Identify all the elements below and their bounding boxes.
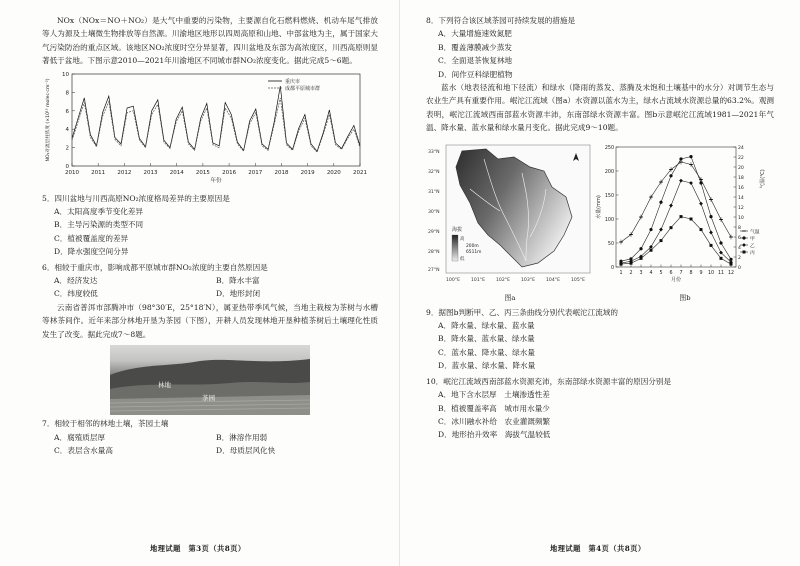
chart2-point-bing [690, 217, 693, 220]
question-9: 9．据图b判断甲、乙、丙三条曲线分别代表岷沱江流域的 [426, 307, 618, 317]
legend-val-2: 6511m [466, 249, 482, 255]
chart2-xlabel: 月份 [670, 276, 682, 283]
intro-passage-7-8: 云南省普洱市部腾冲市（98°30′E，25°18′N），属亚热带季风气候，当地主栽桉为茶树与水槽等林茶间作。近年来部分林地开垦为茶园（下图），开耕人员发现林地开垦种植茶树后土壤理化性质发生了改变。据此完成7～8题。 [42, 302, 378, 339]
chart1-xtick-label: 2019 [300, 169, 315, 176]
chart2-y2tick-label: 18 [738, 175, 744, 181]
lat-28: 28°N [428, 249, 440, 255]
chart1-xtick-label: 2017 [248, 169, 263, 176]
chart1-xlabel: 年份 [210, 177, 222, 184]
chart2-y2tick-label: 2 [738, 255, 741, 261]
chart2-legend-label: 气温 [750, 229, 760, 235]
question-8: 8．下列符合该区域茶园可持续发展的措施是 [426, 16, 576, 25]
chart2-point-jia [709, 215, 712, 218]
chart1-ytick-label: 10 [62, 71, 69, 78]
chart2-ylabel-right: 气温(℃) [760, 168, 766, 189]
legend-val-1: 200m [466, 243, 479, 249]
chart1-xtick-label: 2018 [274, 169, 289, 176]
chart2-xtick-label: 5 [659, 270, 663, 276]
chart2-y2tick-label: 24 [738, 145, 744, 151]
chart1-xtick-label: 2011 [91, 169, 106, 176]
q7-options-row2 [42, 444, 378, 457]
chart2-legend-label: 甲 [750, 236, 755, 242]
q7-options-row1 [42, 431, 378, 444]
no2-chart-svg [42, 68, 382, 186]
lat-33: 33°N [428, 149, 440, 155]
chart2-point-jia [669, 174, 672, 177]
no2-line-chart [42, 68, 378, 190]
lon-102: 102°E [496, 277, 510, 283]
chart2-xtick-label: 2 [629, 270, 633, 276]
basin-map [426, 139, 594, 289]
q6-options-row2 [42, 287, 378, 300]
chart1-xtick-label: 2012 [117, 169, 132, 176]
chart2-ytick-label: 200 [604, 169, 614, 175]
chart2-y2tick-label: 20 [738, 165, 744, 171]
chart2-xtick-label: 4 [649, 270, 653, 276]
chart1-ylabel: NO₂对流层柱浓度 (×10¹⁵ molec·cm⁻²) [46, 78, 51, 162]
chart2-point-yi [679, 178, 683, 182]
chart2-y2tick-label: 12 [738, 205, 744, 211]
q8-option-c[interactable]: C．全面退茶恢复林地 [438, 56, 513, 66]
lon-104: 104°E [546, 277, 560, 283]
chart2-xtick-label: 3 [639, 270, 643, 276]
q9-option-d[interactable]: D．蓝水量、绿水量、降水量 [438, 361, 536, 371]
chart2-point-jia [719, 241, 722, 244]
figure-b [594, 139, 776, 304]
chart1-xtick-label: 2020 [326, 169, 341, 176]
chart2-point-bing [700, 228, 703, 231]
chart2-xtick-label: 12 [727, 270, 735, 276]
q5-option-d[interactable]: D．降水强度空间分异 [54, 247, 129, 257]
chart2-xtick-label: 11 [717, 270, 725, 276]
q6-option-a[interactable]: A．经济发达 [54, 276, 98, 286]
chart2-point-yi [689, 181, 693, 185]
figure-b-caption: 图b [679, 293, 691, 302]
map-lat-labels [428, 149, 440, 273]
chart2-y2tick-label: 16 [738, 185, 744, 191]
chart2-xtick-label: 1 [619, 270, 623, 276]
chart1-xtick-label: 2013 [143, 169, 158, 176]
q5-option-a[interactable]: A．太阳高度季节变化差异 [54, 207, 144, 217]
question-6: 6．相较于重庆市，影响成都平原城市群NO₂浓度的主要自然原因是 [42, 262, 268, 272]
chart2-frame [616, 147, 736, 267]
q9-option-c[interactable]: C．蓝水量、降水量、绿水量 [438, 347, 535, 357]
q7-option-b[interactable]: B．淋溶作用弱 [216, 432, 268, 442]
chart2-point-bing [660, 239, 663, 242]
chart2-point-jia [659, 200, 662, 203]
chart1-legend-label: 成都平原城市群 [285, 85, 321, 92]
page-footer-left: 地理试题 第3页（共8页） [150, 544, 246, 553]
legend-low: 低 [460, 256, 465, 262]
legend-high: 高 [460, 236, 465, 242]
q10-option-d[interactable]: D．地形抬升效率 海拔气温较低 [438, 430, 551, 440]
chart2-ytick-label: 0 [610, 265, 614, 271]
figures-row [426, 139, 774, 304]
q9-option-b[interactable]: B．降水量、蓝水量、绿水量 [438, 334, 535, 344]
q6-option-c[interactable]: C．纬度较低 [54, 289, 98, 299]
map-lon-labels [446, 277, 585, 283]
chart1-xtick-label: 2016 [222, 169, 237, 176]
lon-100: 100°E [446, 277, 460, 283]
chart2-y2tick-label: 14 [738, 195, 744, 201]
photo-label-tea-garden: 茶园 [202, 394, 215, 403]
chart2-point-jia [742, 236, 745, 239]
page-footer-right: 地理试题 第4页（共8页） [550, 544, 646, 553]
chart1-ytick-label: 8 [65, 90, 69, 97]
lon-105: 105°E [571, 277, 585, 283]
chart2-ytick-label: 50 [607, 241, 614, 247]
chart1-legend-label: 重庆市 [285, 78, 301, 85]
photo-hills [110, 345, 310, 415]
chart1-series-line [72, 86, 360, 151]
chart1-xtick-label: 2021 [353, 169, 367, 176]
lon-103: 103°E [521, 277, 535, 283]
chart2-point-bing [743, 250, 746, 253]
chart2-line-temperature [621, 162, 731, 242]
question-10: 10．岷沱江流域西南部蓝水资源充沛，东南部绿水资源丰富的原因分别是 [426, 376, 672, 386]
chart2-point-bing [680, 215, 683, 218]
q7-option-a[interactable]: A．腐殖质层厚 [54, 432, 106, 442]
chart2-xtick-label: 9 [699, 270, 703, 276]
legend-title: 海拔 [452, 226, 463, 233]
chart2-y2tick-label: 22 [738, 155, 744, 161]
q8-option-d[interactable]: D．间作豆科绿肥植物 [438, 69, 513, 79]
tea-garden-photo [110, 345, 310, 415]
chart2-point-jia [649, 228, 652, 231]
lat-32: 32°N [428, 169, 440, 175]
figure-a-caption: 图a [504, 293, 516, 302]
chart2-legend-label: 丙 [750, 250, 755, 256]
chart1-xtick-label: 2010 [65, 169, 79, 176]
chart2-point-jia [639, 247, 642, 250]
chart2-legend-label: 乙 [750, 243, 755, 249]
chart2-y2tick-label: 10 [738, 215, 744, 221]
question-5: 5．四川盆地与川西高原NO₂浓度格局差异的主要原因是 [42, 193, 230, 203]
lat-27: 27°N [428, 267, 440, 273]
q5-option-c[interactable]: C．植被覆盖度的差异 [54, 233, 129, 243]
q8-option-b[interactable]: B．覆盖薄膜减少蒸发 [438, 42, 512, 52]
chart2-point-bing [640, 257, 643, 260]
q7-option-d[interactable]: D．母质层风化快 [216, 445, 276, 455]
chart1-ytick-label: 4 [65, 126, 69, 133]
chart2-point-yi [659, 227, 663, 231]
q8-option-a[interactable]: A．大量增施速效氮肥 [438, 29, 512, 39]
chart2-xtick-label: 8 [689, 270, 693, 276]
q5-option-b[interactable]: B．主导污染源的类型不同 [54, 220, 144, 230]
page-4 [400, 0, 800, 566]
chart2-point-yi [742, 243, 746, 247]
chart2-ytick-label: 250 [604, 145, 614, 151]
chart2-point-jia [689, 155, 692, 158]
q10-option-b[interactable]: B．植被覆盖率高 城市用水量少 [438, 403, 550, 413]
chart2-point-bing [630, 261, 633, 264]
q6-option-d[interactable]: D．地形封闭 [216, 289, 261, 299]
intro-passage-9-10: 蓝水（地表径流和地下径流）和绿水（降雨的蒸发、蒸腾及未饱和土壤基中的水分）对调节生态与农业生产具有重要作用。岷沱江流域（图a）水资源以蓝水为主，绿水占流域水资源总量的63.2%。观测表明，岷沱江流域西南部蓝水资源丰沛，东南部绿水资源丰富。图b示意岷沱江流域1981—2021年气温、降水量、蓝水量和绿水量月变化。据此完成9～10题。 [426, 83, 774, 133]
intro-passage-5-6: NOx（NOx＝NO＋NO₂）是大气中重要的污染物，主要源自化石燃料燃烧、机动车尾气排放等人为源及土壤微生物排放等自然源。川渝地区地形以四周高原和山地、中部盆地为主，属于国家大气污染防治的重点区域。该地区NO₂浓度时空分异显著，四川盆地及东部为高浓度区，川西高原则显著低于盆地。下图示意2010—2021年川渝地区不同城市群NO₂浓度变化。据此完成5～6题。 [42, 16, 378, 66]
q10-option-c[interactable]: C．冰川融水补给 农业灌溉频繁 [438, 416, 551, 426]
chart2-point-bing [720, 257, 723, 260]
chart2-point-yi [709, 230, 713, 234]
chart2-xtick-label: 7 [679, 270, 683, 276]
lat-30: 30°N [428, 209, 440, 215]
figure-a [426, 139, 594, 304]
chart2-y2tick-label: 8 [738, 225, 741, 231]
chart2-point-bing [670, 226, 673, 229]
q6-options-row1 [42, 274, 378, 287]
chart2-point-bing [730, 262, 733, 265]
lat-29: 29°N [428, 229, 440, 235]
chart2-point-yi [669, 203, 673, 207]
chart2-y2tick-label: 6 [738, 235, 741, 241]
chart2-y2tick-label: 4 [738, 245, 741, 251]
legend-bar [452, 235, 458, 261]
chart2-point-yi [699, 201, 703, 205]
chart2-ylabel-left: 水量(mm) [596, 194, 602, 219]
q10-option-a[interactable]: A．地下含水层厚 土壤渗透性差 [438, 390, 550, 400]
lon-101: 101°E [471, 277, 485, 283]
chart2-y2tick-label: 0 [738, 265, 741, 271]
chart2-line-甲 [621, 156, 731, 261]
chart1-ytick-label: 2 [65, 145, 69, 152]
monthly-water-chart [594, 139, 776, 289]
photo-label-forest: 林地 [158, 381, 171, 390]
q6-option-b[interactable]: B．降水丰富 [216, 276, 260, 286]
chart2-point-bing [710, 244, 713, 247]
chart2-xtick-label: 10 [707, 270, 715, 276]
question-7: 7．相较于相邻的林地土壤，茶园土壤 [42, 419, 169, 429]
chart2-ytick-label: 100 [604, 217, 614, 223]
chart1-xtick-label: 2015 [195, 169, 210, 176]
chart1-ytick-label: 6 [65, 108, 69, 115]
lat-31: 31°N [428, 189, 440, 195]
chart2-ytick-label: 150 [604, 193, 614, 199]
q9-option-a[interactable]: A．降水量、绿水量、蓝水量 [438, 321, 535, 331]
chart1-ytick-label: 0 [65, 163, 69, 170]
chart2-point-bing [620, 262, 623, 265]
chart2-point-bing [650, 248, 653, 251]
chart1-xtick-label: 2014 [169, 169, 184, 176]
chart2-xtick-label: 6 [669, 270, 673, 276]
q7-option-c[interactable]: C．表层含水量高 [54, 445, 113, 455]
